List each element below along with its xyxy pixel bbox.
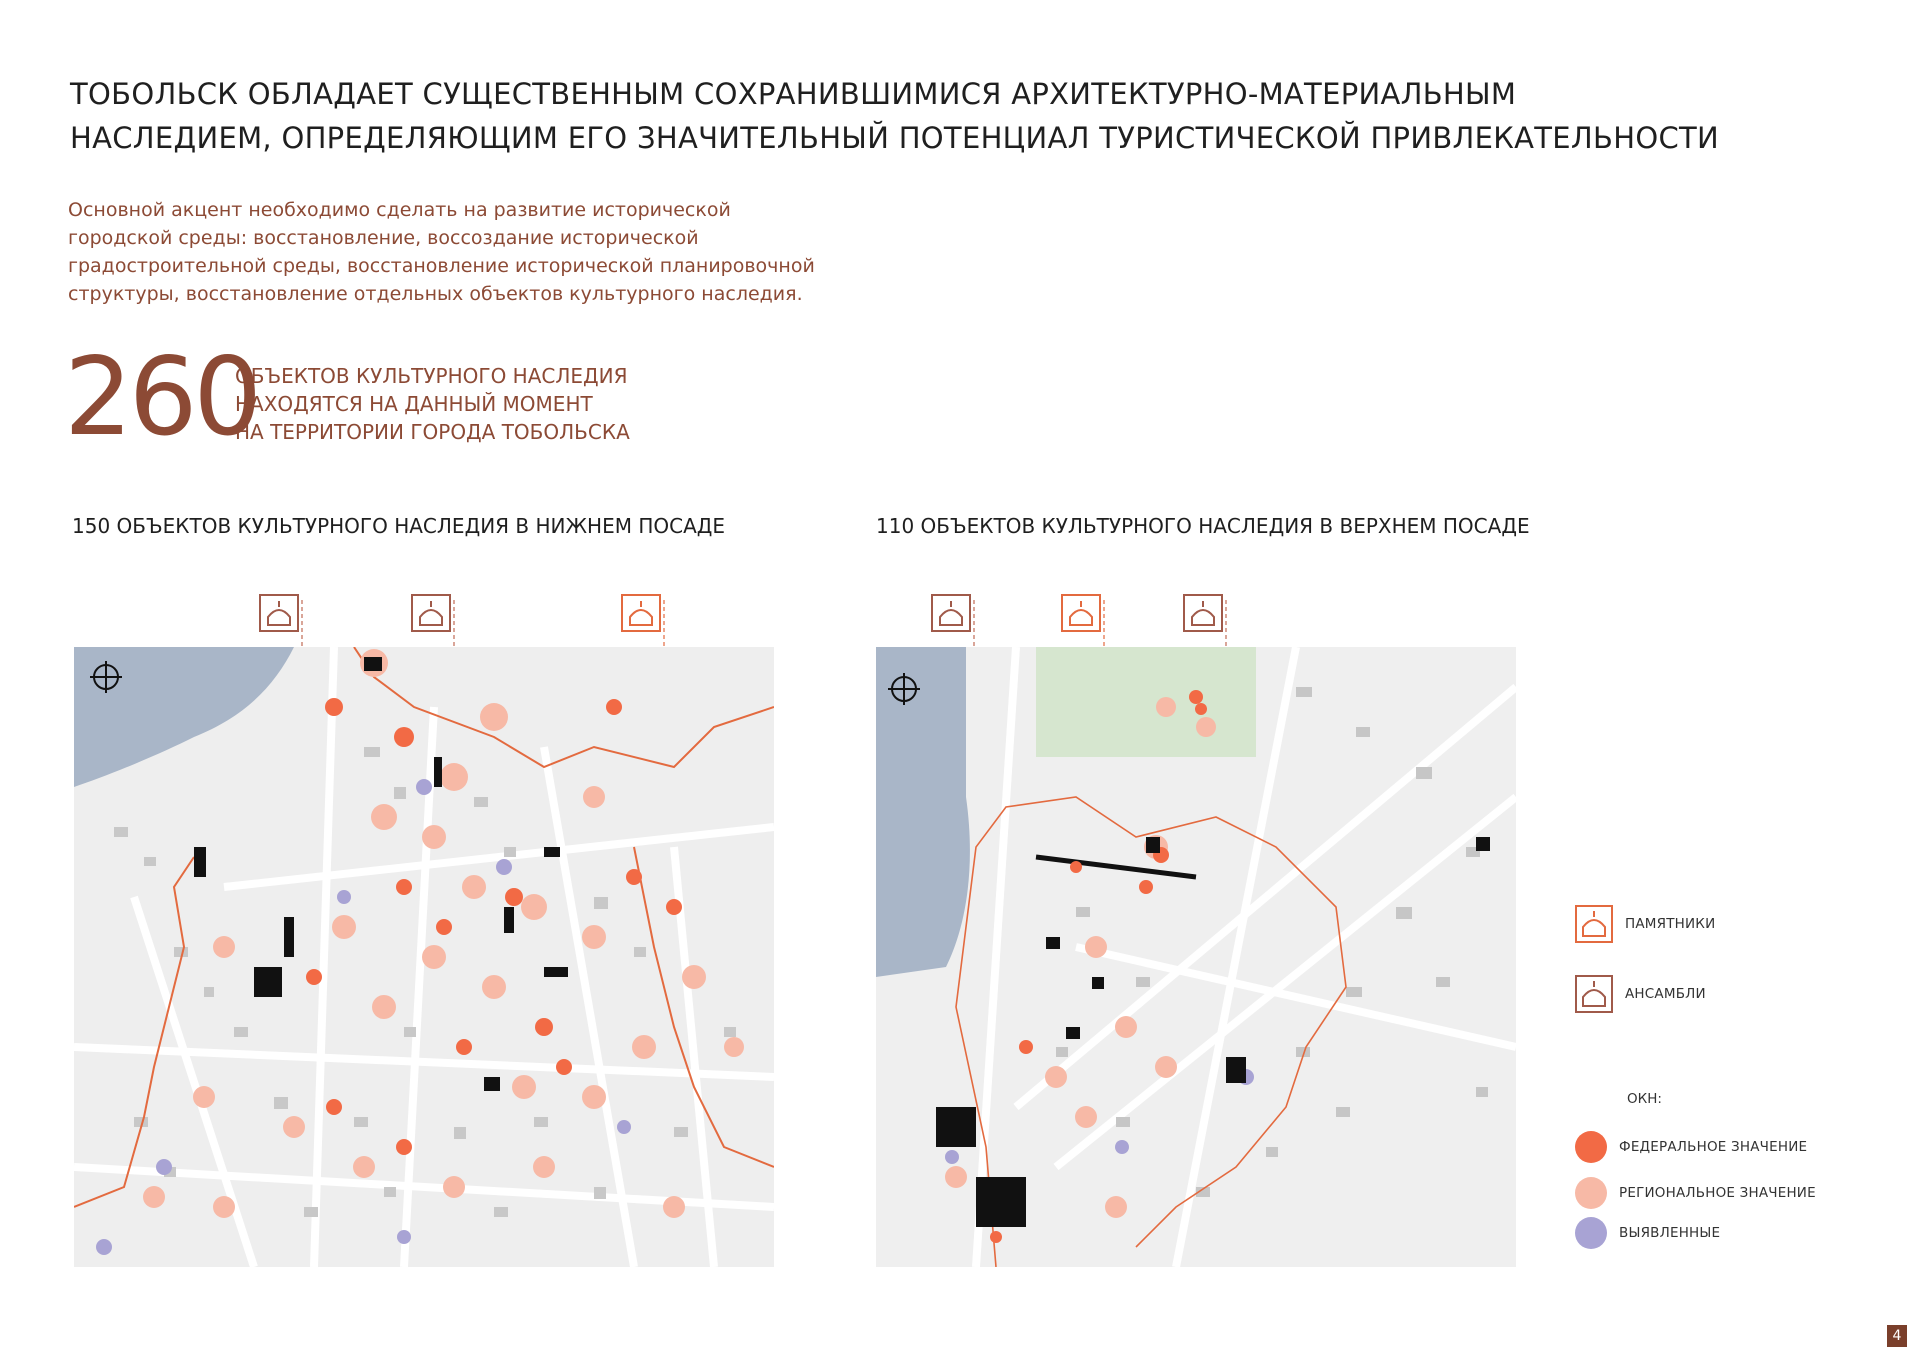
legend-federal-label: ФЕДЕРАЛЬНОЕ ЗНАЧЕНИЕ (1619, 1139, 1808, 1155)
legend-regional (1575, 1177, 1816, 1209)
stat-description (235, 362, 735, 446)
stat-line-1: ОБЪЕКТОВ КУЛЬТУРНОГО НАСЛЕДИЯ (235, 364, 628, 388)
page-number: 4 (1887, 1325, 1907, 1347)
right-map-heading: 110 ОБЪЕКТОВ КУЛЬТУРНОГО НАСЛЕДИЯ В ВЕРХНЕМ ПОСАДЕ (876, 514, 1530, 538)
church-icon (932, 595, 970, 631)
legend-regional-label: РЕГИОНАЛЬНОЕ ЗНАЧЕНИЕ (1619, 1185, 1816, 1201)
lead-line-2: городской среды: восстановление, воссоздание исторической (68, 227, 699, 249)
regional-dot-icon (1575, 1177, 1607, 1209)
lead-line-3: градостроительной среды, восстановление исторической планировочной (68, 255, 815, 277)
legend-monuments (1575, 905, 1715, 943)
page-title (70, 72, 1770, 160)
legend-ensembles-label: АНСАМБЛИ (1625, 986, 1706, 1002)
lead-line-1: Основной акцент необходимо сделать на развитие исторической (68, 199, 731, 221)
legend-ensembles (1575, 975, 1706, 1013)
church-icon (412, 595, 450, 631)
title-line-1: ТОБОЛЬСК ОБЛАДАЕТ СУЩЕСТВЕННЫМ СОХРАНИВШИМИСЯ АРХИТЕКТУРНО-МАТЕРИАЛЬНЫМ (70, 77, 1517, 111)
stat-line-3: НА ТЕРРИТОРИИ ГОРОДА ТОБОЛЬСКА (235, 420, 630, 444)
lead-paragraph (68, 196, 848, 308)
church-icon (1062, 595, 1100, 631)
legend-okn-title: ОКН: (1627, 1091, 1662, 1107)
stat-line-2: НАХОДЯТСЯ НА ДАННЫЙ МОМЕНТ (235, 392, 593, 416)
left-map[interactable] (74, 647, 774, 1267)
monument-icon (1575, 905, 1613, 943)
lead-line-4: структуры, восстановление отдельных объектов культурного наследия. (68, 283, 803, 305)
legend-federal (1575, 1131, 1807, 1163)
church-icon (1184, 595, 1222, 631)
legend-monuments-label: ПАМЯТНИКИ (1625, 916, 1716, 932)
stat-number: 260 (64, 335, 259, 460)
title-line-2: НАСЛЕДИЕМ, ОПРЕДЕЛЯЮЩИМ ЕГО ЗНАЧИТЕЛЬНЫЙ ПОТЕНЦИАЛ ТУРИСТИЧЕСКОЙ ПРИВЛЕКАТЕЛЬНОСТИ (70, 121, 1720, 155)
church-icon (622, 595, 660, 631)
left-map-heading: 150 ОБЪЕКТОВ КУЛЬТУРНОГО НАСЛЕДИЯ В НИЖНЕМ ПОСАДЕ (72, 514, 726, 538)
federal-dot-icon (1575, 1131, 1607, 1163)
legend-identified (1575, 1217, 1720, 1249)
right-map[interactable] (876, 647, 1516, 1267)
identified-dot-icon (1575, 1217, 1607, 1249)
ensemble-icon (1575, 975, 1613, 1013)
legend-identified-label: ВЫЯВЛЕННЫЕ (1619, 1225, 1721, 1241)
church-icon (260, 595, 298, 631)
